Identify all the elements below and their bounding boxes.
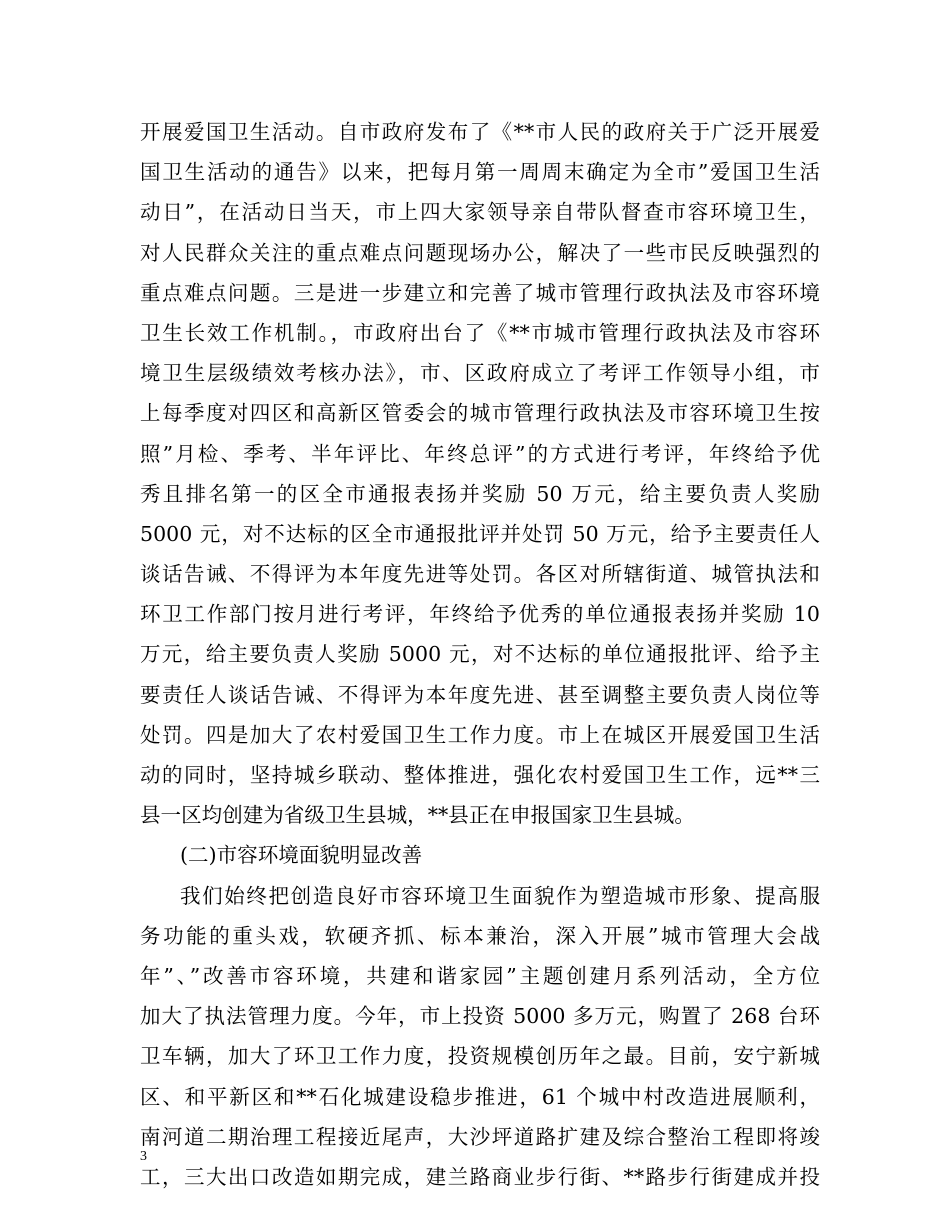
text-line: 县一区均创建为省级卫生县城，**县正在申报国家卫生县城。 bbox=[140, 803, 695, 828]
text-line: 环卫工作部门按月进行考评，年终给予优秀的单位通报表扬并奖励 10 bbox=[140, 602, 820, 627]
text-line: 动日”，在活动日当天，市上四大家领导亲自带队督查市容环境卫生， bbox=[140, 200, 820, 225]
text-line: 卫车辆，加大了环卫工作力度，投资规模创历年之最。目前，安宁新城 bbox=[140, 1044, 820, 1069]
text-line: 对人民群众关注的重点难点问题现场办公，解决了一些市民反映强烈的 bbox=[140, 240, 820, 265]
text-line: 秀且排名第一的区全市通报表扬并奖励 50 万元，给主要负责人奖励 bbox=[140, 481, 820, 506]
text-line: 5000 元，对不达标的区全市通报批评并处罚 50 万元，给予主要责任人 bbox=[140, 521, 820, 546]
body-text bbox=[140, 112, 820, 1197]
text-line: 务功能的重头戏，软硬齐抓、标本兼治，深入开展”城市管理大会战 bbox=[140, 923, 820, 948]
page-number: 3 bbox=[140, 1149, 147, 1164]
text-line: 南河道二期治理工程接近尾声，大沙坪道路扩建及综合整治工程即将竣 bbox=[140, 1124, 820, 1149]
text-line: 卫生长效工作机制。，市政府出台了《**市城市管理行政执法及市容环 bbox=[140, 320, 820, 345]
text-line: 处罚。四是加大了农村爱国卫生工作力度。市上在城区开展爱国卫生活 bbox=[140, 722, 820, 747]
text-line: 万元，给主要负责人奖励 5000 元，对不达标的单位通报批评、给予主 bbox=[140, 642, 820, 667]
text-line: 工，三大出口改造如期完成，建兰路商业步行街、**路步行街建成并投 bbox=[140, 1164, 820, 1189]
text-line: 境卫生层级绩效考核办法》，市、区政府成立了考评工作领导小组，市 bbox=[140, 361, 820, 386]
text-line: 区、和平新区和**石化城建设稳步推进，61 个城中村改造进展顺利， bbox=[140, 1084, 820, 1109]
text-line: 国卫生活动的通告》以来，把每月第一周周末确定为全市”爱国卫生活 bbox=[140, 160, 820, 185]
text-line: 谈话告诫、不得评为本年度先进等处罚。各区对所辖街道、城管执法和 bbox=[140, 562, 820, 587]
text-line: 重点难点问题。三是进一步建立和完善了城市管理行政执法及市容环境 bbox=[140, 280, 820, 305]
text-line: 上每季度对四区和高新区管委会的城市管理行政执法及市容环境卫生按 bbox=[140, 401, 820, 426]
text-line: 动的同时，坚持城乡联动、整体推进，强化农村爱国卫生工作，远**三 bbox=[140, 763, 820, 787]
section-heading: (二)市容环境面貌明显改善 bbox=[180, 843, 423, 868]
text-line: 开展爱国卫生活动。自市政府发布了《**市人民的政府关于广泛开展爱 bbox=[140, 120, 820, 144]
text-line: 加大了执法管理力度。今年，市上投资 5000 多万元，购置了 268 台环 bbox=[140, 1004, 820, 1029]
text-line: 我们始终把创造良好市容环境卫生面貌作为塑造城市形象、提高服 bbox=[180, 883, 820, 908]
text-line: 照”月检、季考、半年评比、年终总评”的方式进行考评，年终给予优 bbox=[140, 441, 820, 466]
text-line: 年”、”改善市容环境，共建和谐家园”主题创建月系列活动，全方位 bbox=[140, 963, 820, 988]
text-line: 要责任人谈话告诫、不得评为本年度先进、甚至调整主要负责人岗位等 bbox=[140, 682, 820, 707]
